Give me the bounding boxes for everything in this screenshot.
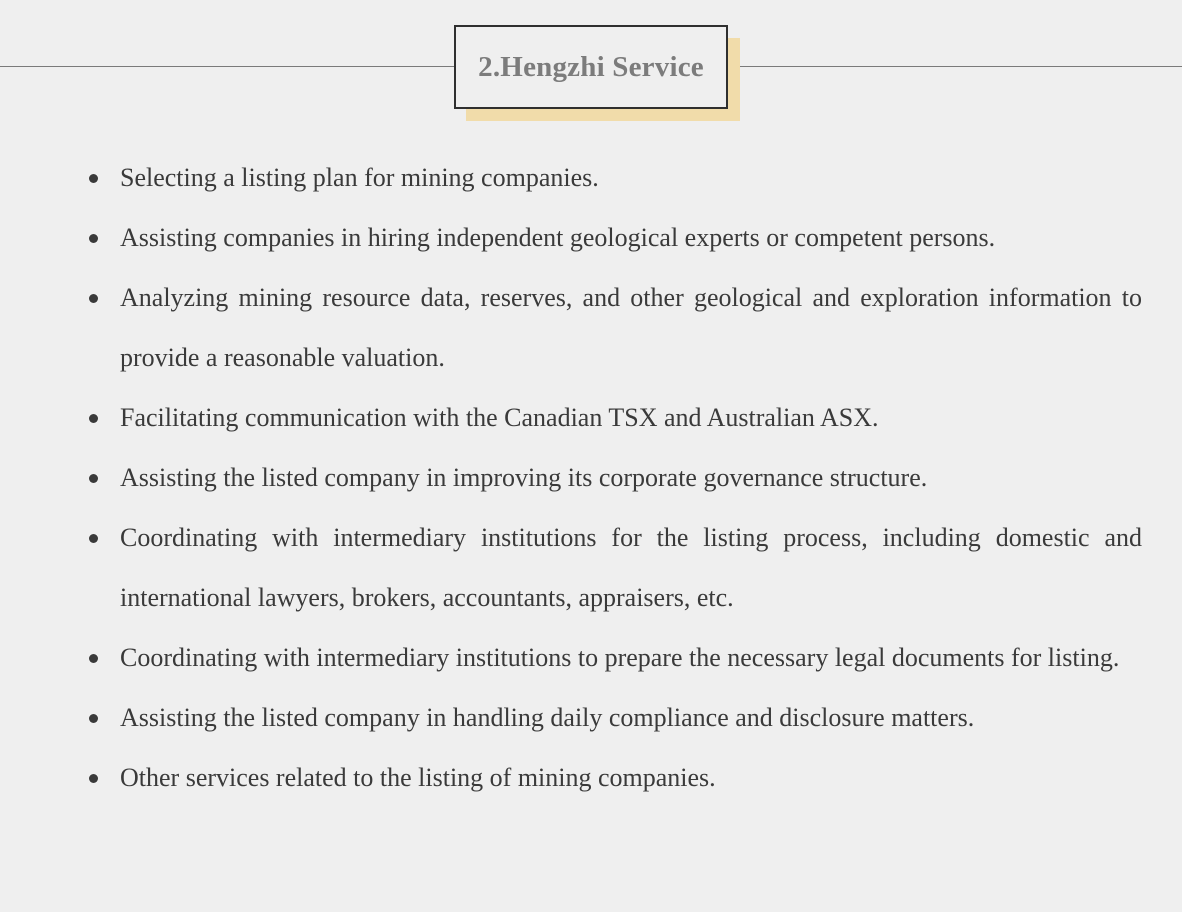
service-item-text: Assisting companies in hiring independent geological experts or competent persons. xyxy=(120,223,996,252)
service-item xyxy=(120,208,1142,268)
section-header xyxy=(0,0,1182,130)
bullet-icon xyxy=(89,534,98,543)
service-item xyxy=(120,388,1142,448)
service-item xyxy=(120,148,1142,208)
bullet-icon xyxy=(89,174,98,183)
service-item xyxy=(120,688,1142,748)
service-item-text: Analyzing mining resource data, reserves, and other geological and exploration information to provide a reasonable valuation. xyxy=(120,283,1142,372)
service-item-text: Assisting the listed company in handling daily compliance and disclosure matters. xyxy=(120,703,975,732)
service-list xyxy=(120,148,1142,808)
service-item-text: Coordinating with intermediary institutions for the listing process, including domestic and international lawyers, brokers, accountants, appraisers, etc. xyxy=(120,523,1142,612)
bullet-icon xyxy=(89,234,98,243)
section-title-box xyxy=(454,25,728,109)
service-item xyxy=(120,508,1142,628)
bullet-icon xyxy=(89,714,98,723)
bullet-icon xyxy=(89,294,98,303)
service-item xyxy=(120,628,1142,688)
service-item-text: Coordinating with intermediary institutions to prepare the necessary legal documents for listing. xyxy=(120,643,1120,672)
service-item xyxy=(120,268,1142,388)
bullet-icon xyxy=(89,654,98,663)
bullet-icon xyxy=(89,774,98,783)
service-item-text: Facilitating communication with the Canadian TSX and Australian ASX. xyxy=(120,403,879,432)
service-item-text: Assisting the listed company in improving its corporate governance structure. xyxy=(120,463,928,492)
bullet-icon xyxy=(89,414,98,423)
service-item-text: Selecting a listing plan for mining companies. xyxy=(120,163,599,192)
section-title: 2.Hengzhi Service xyxy=(478,50,704,83)
service-item-text: Other services related to the listing of mining companies. xyxy=(120,763,716,792)
service-item xyxy=(120,748,1142,808)
bullet-icon xyxy=(89,474,98,483)
service-item xyxy=(120,448,1142,508)
